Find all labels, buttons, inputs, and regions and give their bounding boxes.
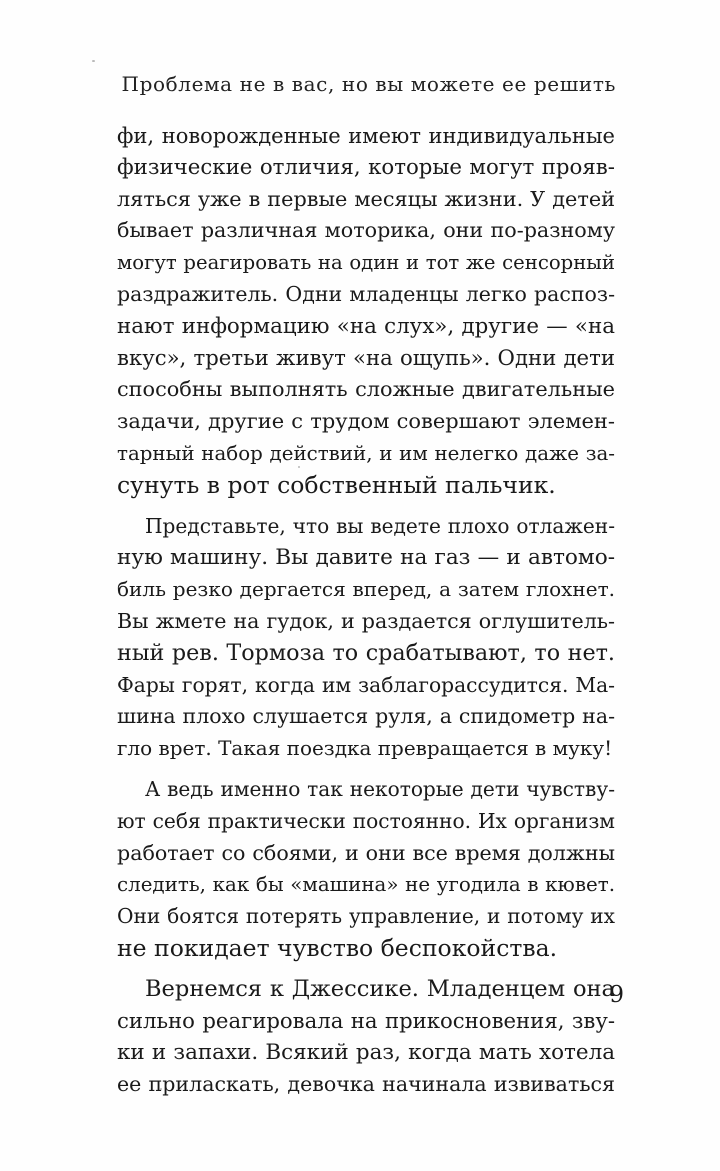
text-line: бывает различная моторика, они по-разному [117, 218, 615, 243]
text-line: задачи, другие с трудом совершают элемен- [117, 409, 615, 434]
text-line: шина плохо слушается руля, а спидометр на- [117, 704, 615, 729]
text-line: вкус», третьи живут «на ощупь». Одни дети [117, 345, 615, 371]
text-line: гло врет. Такая поездка превращается в муку! [117, 736, 613, 761]
text-line: А ведь именно так некоторые дети чувству- [145, 776, 615, 801]
text-line: способны выполнять сложные двигательные [117, 377, 615, 402]
paragraph [117, 974, 615, 1101]
text-line: работает со сбоями, и они все время должны [117, 840, 615, 865]
text-line: Представьте, что вы ведете плохо отлажен- [145, 513, 615, 538]
text-line: следить, как бы «машина» не угодила в кювет. [117, 873, 615, 897]
page-number: 9 [609, 982, 624, 1008]
text-line: фи, новорожденные имеют индивидуальные [117, 123, 615, 148]
text-line: ный рев. Тормоза то срабатывают, то нет. [117, 639, 615, 666]
text-line: ки и запахи. Всякий раз, когда мать хотела [117, 1040, 615, 1066]
text-line: тарный набор действий, и им нелегко даже за- [117, 441, 615, 465]
text-line: раздражитель. Одни младенцы легко распоз- [117, 281, 615, 306]
text-line: физические отличия, которые могут прояв- [117, 154, 615, 180]
text-line: Они боятся потерять управление, и потому их [117, 904, 615, 929]
paragraph [117, 774, 615, 965]
text-line: могут реагировать на один и тот же сенсорный [117, 251, 615, 275]
text-line: ее приласкать, девочка начинала извиваться [117, 1072, 615, 1097]
paper-speck [92, 60, 95, 62]
body-text [117, 120, 615, 1101]
text-line: Вернемся к Джессике. Младенцем она [145, 975, 615, 1002]
running-header: Проблема не в вас, но вы можете ее решить [121, 72, 616, 96]
paragraph [117, 511, 615, 765]
text-line: сильно реагировала на прикосновения, зву- [117, 1008, 615, 1034]
text-line: Фары горят, когда им заблагорассудится. Ма- [117, 672, 615, 697]
text-line: нают информацию «на слух», другие — «на [117, 313, 615, 339]
text-line: Вы жмете на гудок, и раздается оглушитель- [117, 608, 615, 633]
text-line: биль резко дергается вперед, а затем глохнет. [117, 577, 615, 602]
text-line: ную машину. Вы давите на газ — и автомо- [117, 545, 615, 571]
paragraph [117, 120, 615, 502]
text-line: сунуть в рот собственный пальчик. [117, 470, 556, 499]
text-line: ют себя практически постоянно. Их организм [117, 808, 615, 833]
text-line: не покидает чувство беспокойства. [117, 933, 558, 962]
text-line: ляться уже в первые месяцы жизни. У детей [117, 186, 615, 211]
